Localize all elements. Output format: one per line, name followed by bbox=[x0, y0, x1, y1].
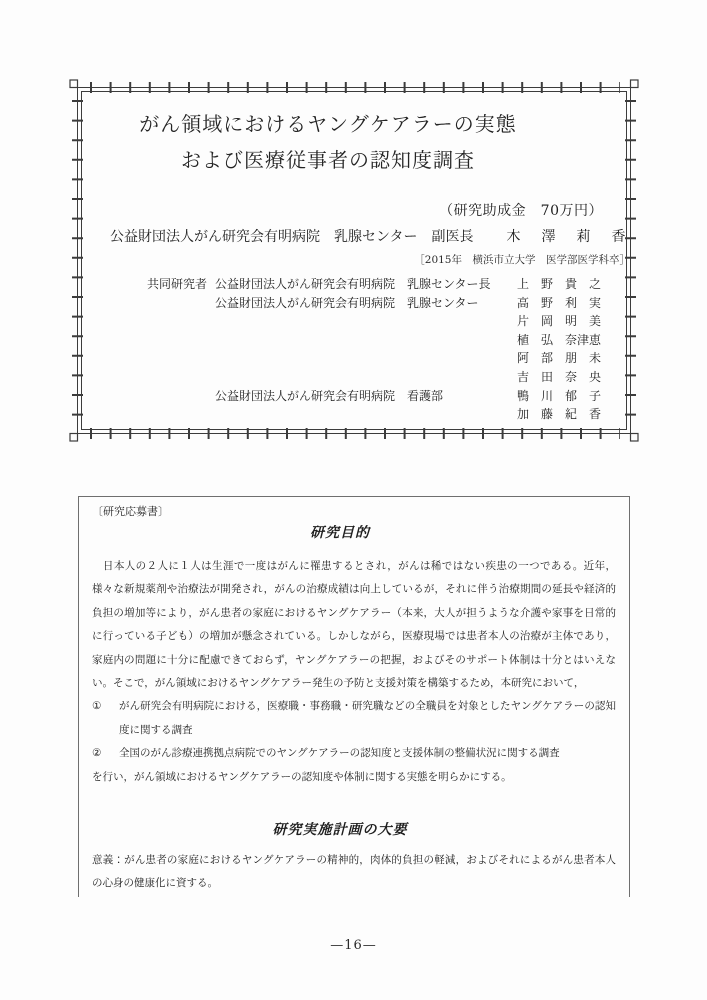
co-researcher-row bbox=[68, 275, 640, 294]
co-name: 高 野 利 実 bbox=[517, 295, 602, 310]
co-name: 加 藤 紀 香 bbox=[517, 407, 602, 422]
item-marker: ② bbox=[92, 747, 102, 760]
co-affiliation bbox=[215, 368, 517, 387]
co-name: 上 野 貴 之 bbox=[517, 277, 602, 291]
purpose-heading: 研究目的 bbox=[310, 525, 370, 541]
co-researcher-row bbox=[68, 405, 640, 424]
title-frame-box bbox=[68, 78, 640, 443]
item-text: がん研究会有明病院における，医療職・事務職・研究職などの全職員を対象としたヤングケアラーの認知度に関する調査 bbox=[119, 700, 616, 736]
application-box bbox=[78, 496, 630, 897]
co-researcher-row bbox=[68, 349, 640, 368]
co-affiliation bbox=[215, 312, 517, 331]
grant-amount: （研究助成金 70万円） bbox=[439, 203, 603, 219]
co-name: 片 岡 明 美 bbox=[517, 314, 602, 329]
co-name: 植 弘 奈津恵 bbox=[517, 332, 602, 347]
co-researchers-block bbox=[68, 275, 640, 424]
page-number: —16— bbox=[330, 938, 377, 953]
co-researcher-row bbox=[68, 312, 640, 331]
co-researcher-row bbox=[68, 368, 640, 387]
numbered-item bbox=[92, 695, 616, 742]
purpose-closing: を行い，がん領域におけるヤングケアラーの認知度や体制に関する実態を明らかにする。 bbox=[92, 770, 512, 783]
co-affiliation: 公益財団法人がん研究会有明病院 乳腺センター bbox=[215, 295, 479, 310]
co-name: 鴨 川 郁 子 bbox=[517, 388, 602, 403]
document-title-line1: がん領域におけるヤングケアラーの実態 bbox=[139, 112, 517, 136]
pi-name: 木 澤 莉 香 bbox=[506, 229, 629, 245]
item-text: 全国のがん診療連携拠点病院でのヤングケアラーの認知度と支援体制の整備状況に関する調査 bbox=[119, 747, 560, 760]
co-affiliation bbox=[215, 349, 517, 368]
co-name: 吉 田 奈 央 bbox=[517, 369, 602, 384]
pi-affiliation: 公益財団法人がん研究会有明病院 乳腺センター 副医長 bbox=[110, 229, 474, 245]
application-label: 〔研究応募書〕 bbox=[92, 505, 169, 518]
co-affiliation: 公益財団法人がん研究会有明病院 乳腺センター長 bbox=[215, 277, 491, 291]
numbered-item bbox=[92, 742, 616, 765]
plan-heading: 研究実施計画の大要 bbox=[272, 822, 408, 839]
co-researchers-label: 共同研究者 bbox=[147, 277, 208, 291]
co-affiliation bbox=[215, 331, 517, 350]
co-researcher-row bbox=[68, 387, 640, 406]
pi-education: ［2015年 横浜市立大学 医学部医学科卒］ bbox=[414, 254, 630, 266]
purpose-paragraph: 日本人の２人に１人は生涯で一度はがんに罹患するとされ，がんは稀ではない疾患の一つである。近年，様々な新規薬剤や治療法が開発され，がんの治療成績は向上しているが，それに伴う治療期間の延長や経済的負担の増加等により，がん患者の家庭におけるヤングケアラー（本来，大人が担うような介護や家事を日常的に行っている子ども）の増加が懸念されている。しかしながら，医療現場では患者本人の治療が主体であり，家庭内の問題に十分に配慮できておらず，ヤングケアラーの把握，およびそのサポート体制は十分とはいえない。そこで，がん領域におけるヤングケアラー発生の予防と支援対策を構築するため，本研究において， bbox=[92, 560, 616, 690]
item-marker: ① bbox=[92, 700, 102, 713]
co-researcher-row bbox=[68, 294, 640, 313]
co-name: 阿 部 朋 未 bbox=[517, 351, 602, 366]
co-researcher-row bbox=[68, 331, 640, 350]
document-title-line2: および医療従事者の認知度調査 bbox=[181, 148, 475, 172]
principal-investigator-line bbox=[110, 226, 629, 246]
plan-paragraph: 意義：がん患者の家庭におけるヤングケアラーの精神的，肉体的負担の軽減，およびそれによるがん患者本人の心身の健康化に資する。 bbox=[92, 854, 616, 890]
co-affiliation bbox=[215, 405, 517, 424]
co-affiliation: 公益財団法人がん研究会有明病院 看護部 bbox=[215, 388, 444, 403]
